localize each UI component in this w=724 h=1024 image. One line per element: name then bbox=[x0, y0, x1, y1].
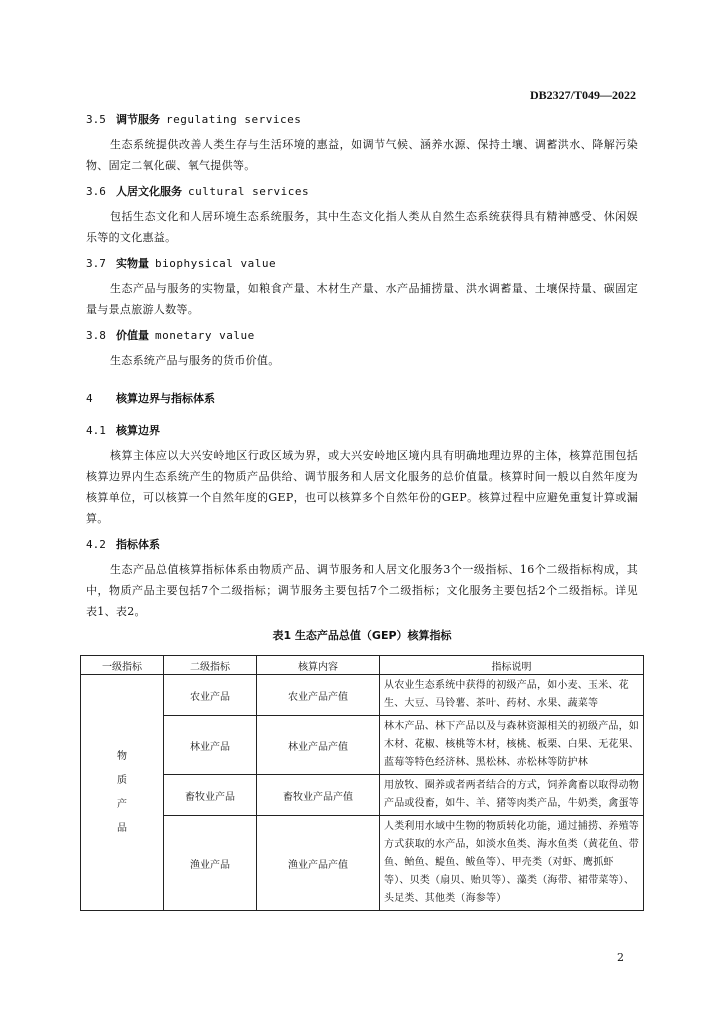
section-3-8-text: 生态系统产品与服务的货币价值。 bbox=[110, 354, 280, 367]
description-cell: 从农业生态系统中获得的初级产品，如小麦、玉米、花生、大豆、马铃薯、茶叶、药材、水果、蔬菜等 bbox=[380, 675, 644, 716]
level1-indicator-label bbox=[82, 745, 162, 841]
section-3-6-text: 包括生态文化和人居环境生态系统服务，其中生态文化指人类从自然生态系统获得具有精神感受、休闲娱乐等的文化惠益。 bbox=[86, 210, 638, 244]
level2-cell: 渔业产品 bbox=[164, 816, 257, 911]
section-4-1-heading: 4.1 核算边界 bbox=[86, 424, 160, 437]
description-cell: 人类利用水域中生物的物质转化功能，通过捕捞、养殖等方式获取的水产品，如淡水鱼类、海水鱼类（黄花鱼、带鱼、鲐鱼、鳀鱼、鲅鱼等）、甲壳类（对虾、鹰抓虾等）、贝类（扇贝、贻贝等）、藻类（海带、裙带菜等）、头足类、其他类（海参等） bbox=[380, 816, 644, 911]
section-3-7-heading: 3.7 实物量 biophysical value bbox=[86, 257, 277, 270]
table-row bbox=[81, 816, 644, 911]
section-4-1-text: 核算主体应以大兴安岭地区行政区域为界，或大兴安岭地区境内具有明确地理边界的主体，核算范围包括核算边界内生态系统产生的物质产品供给、调节服务和人居文化服务的总价值量。核算时间一般以自然年度为核算单位，可以核算一个自然年度的GEP，也可以核算多个自然年份的GEP。核算过程中应避免重复计算或漏算。 bbox=[86, 449, 638, 525]
table-header-row bbox=[81, 656, 644, 675]
level1-indicator-cell bbox=[81, 675, 164, 911]
section-3-5-heading: 3.5 调节服务 regulating services bbox=[86, 113, 302, 126]
content-cell: 林业产品产值 bbox=[257, 716, 380, 775]
document-code: DB2327/T049—2022 bbox=[529, 88, 636, 102]
section-3-7-text: 生态产品与服务的实物量，如粮食产量、木材生产量、水产品捕捞量、洪水调蓄量、土壤保持量、碳固定量与景点旅游人数等。 bbox=[86, 282, 638, 316]
level2-cell: 林业产品 bbox=[164, 716, 257, 775]
document-body bbox=[86, 108, 638, 644]
level1-indicator-char: 品 bbox=[117, 822, 127, 834]
table-row bbox=[81, 675, 644, 716]
level1-indicator-char: 产 bbox=[117, 798, 127, 810]
section-3-5-text: 生态系统提供改善人类生存与生活环境的惠益，如调节气候、涵养水源、保持土壤、调蓄洪水、降解污染物、固定二氧化碳、氧气提供等。 bbox=[86, 138, 638, 172]
description-cell: 用放牧、圈养或者两者结合的方式，饲养禽畜以取得动物产品或役畜，如牛、羊、猪等肉类产品，牛奶类，禽蛋等 bbox=[380, 775, 644, 816]
description-cell: 林木产品、林下产品以及与森林资源相关的初级产品，如木材、花椒、核桃等木材，核桃、板栗、白果、无花果、蓝莓等特色经济林、黑松林、赤松林等防护林 bbox=[380, 716, 644, 775]
table-row bbox=[81, 716, 644, 775]
content-cell: 农业产品产值 bbox=[257, 675, 380, 716]
table-header-cell: 指标说明 bbox=[380, 656, 644, 675]
content-cell: 畜牧业产品产值 bbox=[257, 775, 380, 816]
section-3-6-heading: 3.6 人居文化服务 cultural services bbox=[86, 185, 310, 198]
level1-indicator-char: 物 bbox=[117, 750, 127, 762]
content-cell: 渔业产品产值 bbox=[257, 816, 380, 911]
section-3-8-heading: 3.8 价值量 monetary value bbox=[86, 329, 255, 342]
table-caption: 表1 生态产品总值（GEP）核算指标 bbox=[272, 629, 452, 642]
section-4-heading: 4 核算边界与指标体系 bbox=[86, 392, 215, 405]
table-header-cell: 一级指标 bbox=[81, 656, 164, 675]
section-4-2-text: 生态产品总值核算指标体系由物质产品、调节服务和人居文化服务3个一级指标、16个二级指标构成，其中，物质产品主要包括7个二级指标；调节服务主要包括7个二级指标；文化服务主要包括2个二级指标。详见表1、表2。 bbox=[86, 563, 638, 618]
table-row bbox=[81, 775, 644, 816]
gep-indicator-table bbox=[80, 655, 644, 911]
table-header-cell: 核算内容 bbox=[257, 656, 380, 675]
level2-cell: 畜牧业产品 bbox=[164, 775, 257, 816]
page-number: 2 bbox=[617, 951, 624, 964]
section-4-2-heading: 4.2 指标体系 bbox=[86, 538, 160, 551]
level2-cell: 农业产品 bbox=[164, 675, 257, 716]
table-header-cell: 二级指标 bbox=[164, 656, 257, 675]
level1-indicator-char: 质 bbox=[117, 774, 127, 786]
